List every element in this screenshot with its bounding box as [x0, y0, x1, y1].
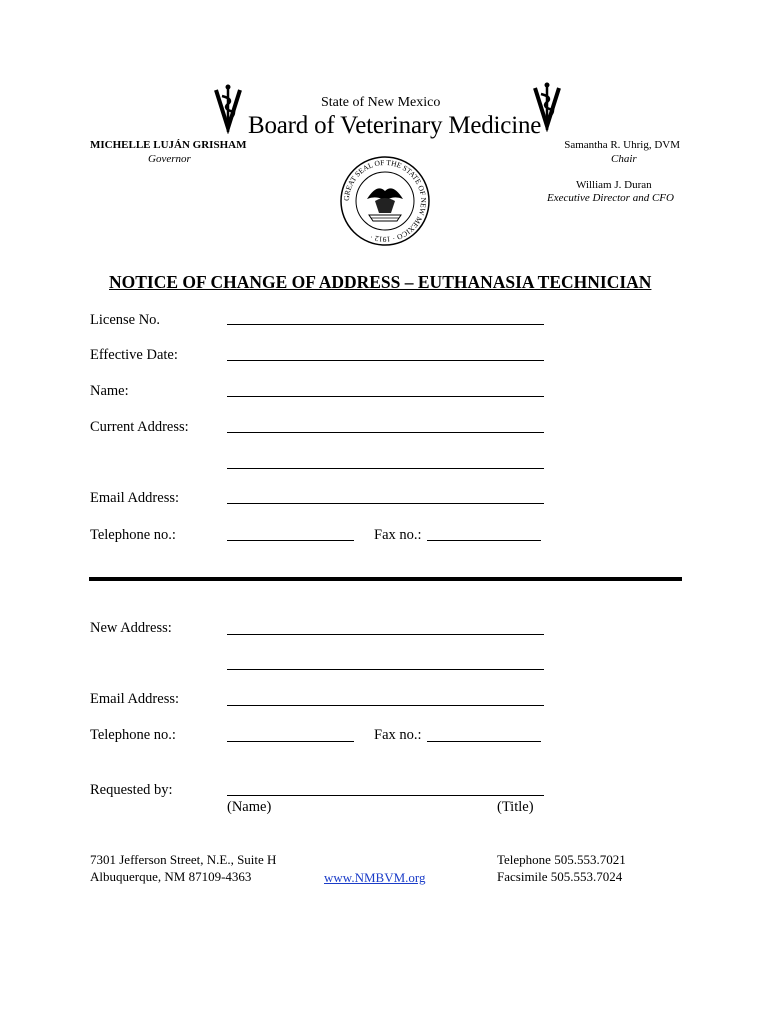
new-address-label: New Address: — [90, 620, 172, 636]
footer-street-address: 7301 Jefferson Street, N.E., Suite H — [90, 852, 277, 867]
fax-field[interactable] — [427, 540, 541, 541]
governor-title: Governor — [148, 153, 191, 165]
new-address-line-1-field[interactable] — [227, 634, 544, 635]
new-address-line-2-field[interactable] — [227, 669, 544, 670]
section-divider — [89, 577, 682, 581]
effective-date-label: Effective Date: — [90, 347, 178, 363]
current-address-label: Current Address: — [90, 419, 189, 435]
state-seal-image — [339, 155, 431, 247]
license-number-field[interactable] — [227, 324, 544, 325]
license-number-label: License No. — [90, 312, 161, 328]
name-label: Name: — [90, 383, 129, 399]
new-telephone-label: Telephone no.: — [90, 727, 176, 743]
chair-title: Chair — [611, 153, 637, 165]
chair-name: Samantha R. Uhrig, DVM — [564, 139, 680, 151]
requested-by-field[interactable] — [227, 795, 544, 796]
footer-facsimile: Facsimile 505.553.7024 — [497, 869, 623, 884]
requested-by-label: Requested by: — [90, 782, 173, 798]
name-field[interactable] — [227, 396, 544, 397]
telephone-label: Telephone no.: — [90, 527, 176, 543]
footer-city-address: Albuquerque, NM 87109-4363 — [90, 869, 252, 884]
fax-label: Fax no.: — [374, 527, 422, 543]
effective-date-field[interactable] — [227, 360, 544, 361]
name-caption: (Name) — [227, 799, 272, 815]
current-address-line-1-field[interactable] — [227, 432, 544, 433]
current-address-line-2-field[interactable] — [227, 468, 544, 469]
new-email-address-label: Email Address: — [90, 691, 180, 707]
governor-name: MICHELLE LUJÁN GRISHAM — [90, 139, 247, 151]
director-title: Executive Director and CFO — [547, 192, 674, 204]
veterinary-caduceus-logo-left — [213, 84, 243, 134]
seal-text: GREAT SEAL OF THE STATE OF NEW MEXICO · 1912 · — [341, 157, 429, 245]
telephone-field[interactable] — [227, 540, 354, 541]
board-name: Board of Veterinary Medicine — [248, 112, 542, 139]
new-fax-label: Fax no.: — [374, 727, 422, 743]
state-name: State of New Mexico — [321, 95, 441, 110]
form-title: NOTICE OF CHANGE OF ADDRESS – EUTHANASIA TECHNICIAN — [109, 272, 652, 292]
director-name: William J. Duran — [576, 179, 652, 191]
email-address-label: Email Address: — [90, 490, 180, 506]
title-caption: (Title) — [497, 799, 534, 815]
footer-telephone: Telephone 505.553.7021 — [497, 852, 626, 867]
website-link[interactable]: www.NMBVM.org — [324, 870, 426, 885]
new-fax-field[interactable] — [427, 741, 541, 742]
new-email-address-field[interactable] — [227, 705, 544, 706]
new-telephone-field[interactable] — [227, 741, 354, 742]
email-address-field[interactable] — [227, 503, 544, 504]
